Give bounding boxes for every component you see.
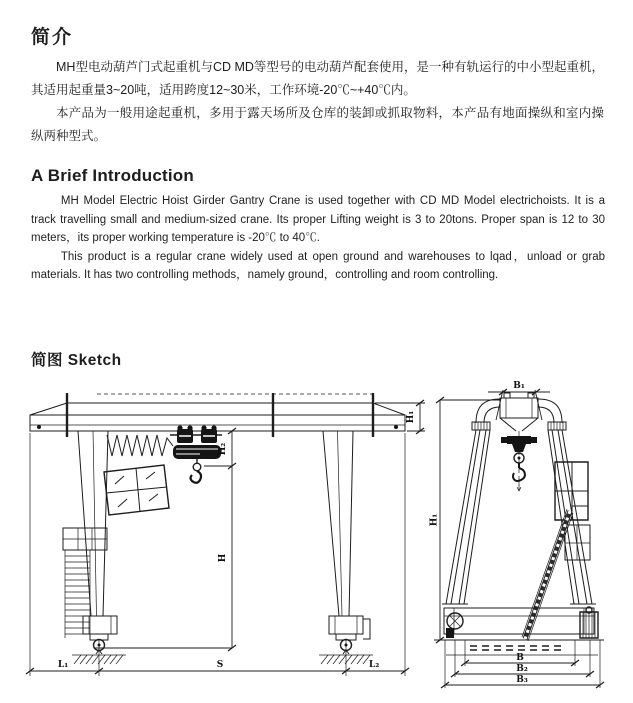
- dimension-heights: [95, 428, 236, 651]
- intro-cn-paragraph-1: MH型电动葫芦门式起重机与CD MD等型号的电动葫芦配套使用，是一种有轨运行的中小型起重机，其适用起重量3~20吨，适用跨度12~30米，工作环境-20℃~+40℃内。: [31, 60, 604, 97]
- festoon-cable: [107, 435, 173, 456]
- hoist-trolley: [170, 425, 222, 482]
- dim-label-girder-height: H₁: [406, 410, 416, 424]
- intro-cn-heading: 简介: [31, 27, 74, 48]
- dim-label-top-width: B₁: [513, 381, 525, 391]
- intro-cn-body: [31, 56, 604, 148]
- dim-label-hook-path: H₂: [218, 442, 228, 456]
- dim-label-overall-height: H₁: [429, 513, 440, 527]
- dim-label-wheel-base: B: [516, 653, 524, 663]
- access-ladder: [63, 528, 107, 638]
- dim-label-span: S: [216, 660, 224, 670]
- dim-label-lifting-height: H: [218, 553, 228, 563]
- electrical-cabinet: [104, 465, 169, 515]
- dim-label-base-width: B₂: [516, 664, 528, 674]
- intro-en-heading: A Brief Introduction: [31, 166, 194, 185]
- dim-label-right-overhang: L₂: [368, 660, 380, 670]
- bottom-beam: [434, 607, 604, 655]
- sketch-side-view: [429, 378, 632, 700]
- sketch-heading: 简图 Sketch: [31, 352, 122, 369]
- left-leg: [72, 431, 126, 664]
- dimension-girder-height: [375, 400, 425, 434]
- intro-en-paragraph-2: This product is a regular crane widely used at open ground and warehouses to lqad，unload or grab materials. It has two controlling methods，namely ground，controlling and room controlling.: [31, 250, 605, 281]
- dimension-base-widths: [441, 640, 604, 688]
- intro-en-paragraph-1: MH Model Electric Hoist Girder Gantry Crane is used together with CD MD Model electrichoists. It is a track travelling small and medium-sized crane. Its proper Lifting weight is 3 to 20tons. Proper span is 12 to 30 meters，its proper working temperature is -20℃ to 40℃.: [31, 195, 605, 244]
- sketch-front-view: [12, 388, 432, 700]
- girder: [30, 393, 405, 437]
- right-leg: [319, 431, 373, 664]
- dim-label-left-overhang: L₁: [57, 660, 69, 670]
- dim-label-overall-width: B₃: [516, 675, 528, 685]
- dimension-top-width: [488, 381, 550, 420]
- hook-icon: [191, 471, 202, 483]
- intro-cn-paragraph-2: 本产品为一般用途起重机，多用于露天场所及仓库的装卸或抓取物料，本产品有地面操纵和室内操纵两种型式。: [31, 106, 604, 143]
- hoist-hook: [501, 431, 537, 491]
- a-frame-legs: [442, 399, 596, 604]
- girder-saddle: [500, 393, 538, 431]
- intro-en-body: [31, 192, 605, 285]
